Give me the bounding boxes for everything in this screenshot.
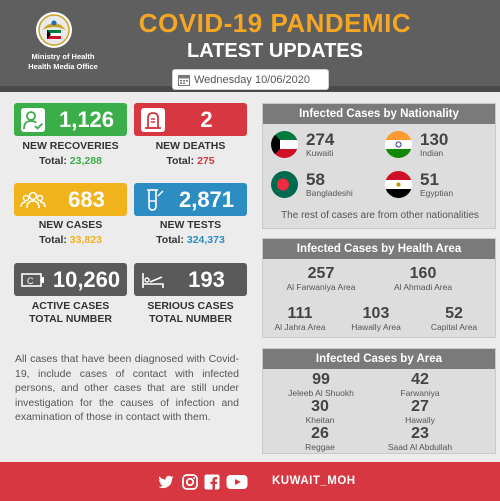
- health-area-capital-name: Capital Area: [430, 322, 478, 332]
- area-saad-value: 23: [411, 425, 429, 442]
- serious-cases-label: SERIOUS CASES: [147, 300, 234, 312]
- area-jeleeb: [281, 371, 361, 398]
- cases-note: All cases that have been diagnosed with Covid-19, include cases of contact with infected persons, and other cases that are still under investigation for the causes of infection and examination of those in contact with them.: [15, 353, 239, 423]
- nationality-bangladeshi: [271, 171, 353, 198]
- nationality-rest-note: The rest of cases are from other nationalities: [281, 210, 479, 221]
- health-area-hawally-name: Hawally Area: [351, 322, 401, 332]
- nationality-kuwaiti-value: 274: [306, 129, 335, 149]
- tests-total-label: Total:: [156, 234, 184, 246]
- battery-icon: [20, 267, 46, 293]
- recoveries-total-label: Total:: [39, 155, 67, 167]
- area-hawally: [385, 398, 455, 425]
- area-saad-al-abdullah: [378, 425, 462, 452]
- org-line2: Health Media Office: [28, 62, 98, 71]
- recoveries-value: 1,126: [58, 106, 115, 132]
- area-reggae-value: 26: [311, 425, 329, 442]
- nationality-indian-value: 130: [420, 129, 449, 149]
- recoveries-card: [14, 103, 127, 136]
- cases-total-label: Total:: [39, 234, 67, 246]
- health-area-panel: [262, 238, 496, 338]
- active-cases-label: ACTIVE CASES: [31, 300, 110, 312]
- cases-total-value: 33,823: [69, 234, 102, 246]
- nationality-egyptian-value: 51: [420, 169, 439, 189]
- test-tube-icon: [140, 187, 166, 213]
- recoveries-label: NEW RECOVERIES: [22, 140, 119, 152]
- svg-text:C: C: [27, 275, 34, 286]
- recovered-person-icon: [20, 107, 46, 133]
- area-saad-name: Saad Al Abdullah: [387, 442, 453, 452]
- recoveries-total-value: 23,288: [69, 155, 102, 167]
- calendar-icon: [178, 74, 190, 86]
- area-kheitan-name: Kheitan: [305, 415, 335, 425]
- tombstone-icon: [140, 107, 166, 133]
- deaths-total-value: 275: [197, 155, 215, 167]
- nationality-kuwaiti: [271, 131, 334, 158]
- kuwait-emblem-icon: [34, 10, 74, 50]
- active-cases-sublabel: TOTAL NUMBER: [29, 313, 112, 325]
- nationality-bangladeshi-value: 58: [306, 169, 325, 189]
- cases-label: NEW CASES: [38, 219, 103, 231]
- deaths-card: [134, 103, 247, 136]
- tests-card: [134, 183, 247, 216]
- egypt-flag-icon: [385, 171, 412, 198]
- health-area-jahra: [265, 305, 335, 332]
- nationality-egyptian-name: Egyptian: [420, 187, 454, 198]
- health-area-ahmadi: [383, 265, 463, 292]
- deaths-label: NEW DEATHS: [155, 140, 226, 152]
- hospital-bed-icon: [140, 267, 166, 293]
- title-line2: LATEST UPDATES: [187, 40, 363, 62]
- health-area-capital-value: 52: [445, 305, 463, 322]
- health-area-farwaniya: [281, 265, 361, 292]
- health-area-capital: [419, 305, 489, 332]
- tests-total: [134, 234, 247, 246]
- area-reggae: [285, 425, 355, 452]
- health-area-hawally: [341, 305, 411, 332]
- area-hawally-value: 27: [411, 398, 429, 415]
- cases-card: [14, 183, 127, 216]
- health-area-ahmadi-name: Al Ahmadi Area: [393, 282, 453, 292]
- area-jeleeb-value: 99: [312, 371, 330, 388]
- title-line1: COVID-19 PANDEMIC: [138, 8, 412, 38]
- footer-bar: [0, 462, 500, 501]
- active-cases-value: 10,260: [52, 266, 121, 292]
- date-text: Wednesday 10/06/2020: [194, 73, 310, 86]
- serious-cases-card: [134, 263, 247, 296]
- area-farwaniya: [385, 371, 455, 398]
- facebook-icon[interactable]: [204, 474, 220, 490]
- health-area-hawally-value: 103: [362, 305, 390, 322]
- deaths-total: [134, 155, 247, 167]
- instagram-icon[interactable]: [182, 474, 198, 490]
- area-reggae-name: Reggae: [305, 442, 335, 452]
- health-area-farwaniya-value: 257: [307, 265, 335, 282]
- india-flag-icon: [385, 131, 412, 158]
- tests-total-value: 324,373: [186, 234, 225, 246]
- date-box: [172, 69, 329, 90]
- nationality-egyptian: [385, 171, 453, 198]
- health-area-ahmadi-value: 160: [409, 265, 437, 282]
- cases-total: [14, 234, 127, 246]
- people-group-icon: [20, 187, 46, 213]
- twitter-icon[interactable]: [158, 474, 174, 490]
- active-cases-card: [14, 263, 127, 296]
- nationality-indian-name: Indian: [420, 147, 444, 158]
- area-hawally-name: Hawally: [405, 415, 435, 425]
- area-farwaniya-name: Farwaniya: [400, 388, 440, 398]
- area-kheitan: [285, 398, 355, 425]
- nationality-indian: [385, 131, 448, 158]
- social-handle[interactable]: KUWAIT_MOH: [272, 475, 356, 487]
- deaths-total-label: Total:: [166, 155, 195, 167]
- by-area-panel: [262, 348, 496, 454]
- nationality-panel-title: Infected Cases by Nationality: [263, 104, 495, 124]
- youtube-icon[interactable]: [226, 474, 248, 490]
- nationality-panel: [262, 103, 496, 229]
- health-area-jahra-value: 111: [287, 305, 313, 322]
- bangladesh-flag-icon: [271, 171, 298, 198]
- area-farwaniya-value: 42: [411, 371, 429, 388]
- area-kheitan-value: 30: [311, 398, 329, 415]
- serious-cases-value: 193: [188, 266, 225, 292]
- health-area-jahra-name: Al Jahra Area: [274, 322, 326, 332]
- org-line1: Ministry of Health: [31, 52, 95, 61]
- tests-label: NEW TESTS: [159, 219, 222, 231]
- recoveries-total: [14, 155, 127, 167]
- nationality-bangladeshi-name: Bangladeshi: [306, 187, 353, 198]
- area-jeleeb-name: Jeleeb Al Shuokh: [288, 388, 354, 398]
- org-name: [8, 52, 118, 72]
- by-area-panel-title: Infected Cases by Area: [263, 349, 495, 369]
- health-area-farwaniya-name: Al Farwaniya Area: [286, 282, 356, 292]
- tests-value: 2,871: [178, 186, 235, 212]
- nationality-kuwaiti-name: Kuwaiti: [306, 147, 334, 158]
- serious-cases-sublabel: TOTAL NUMBER: [149, 313, 232, 325]
- kuwait-flag-icon: [271, 131, 298, 158]
- cases-value: 683: [68, 186, 105, 212]
- deaths-value: 2: [200, 106, 213, 132]
- health-area-panel-title: Infected Cases by Health Area: [263, 239, 495, 259]
